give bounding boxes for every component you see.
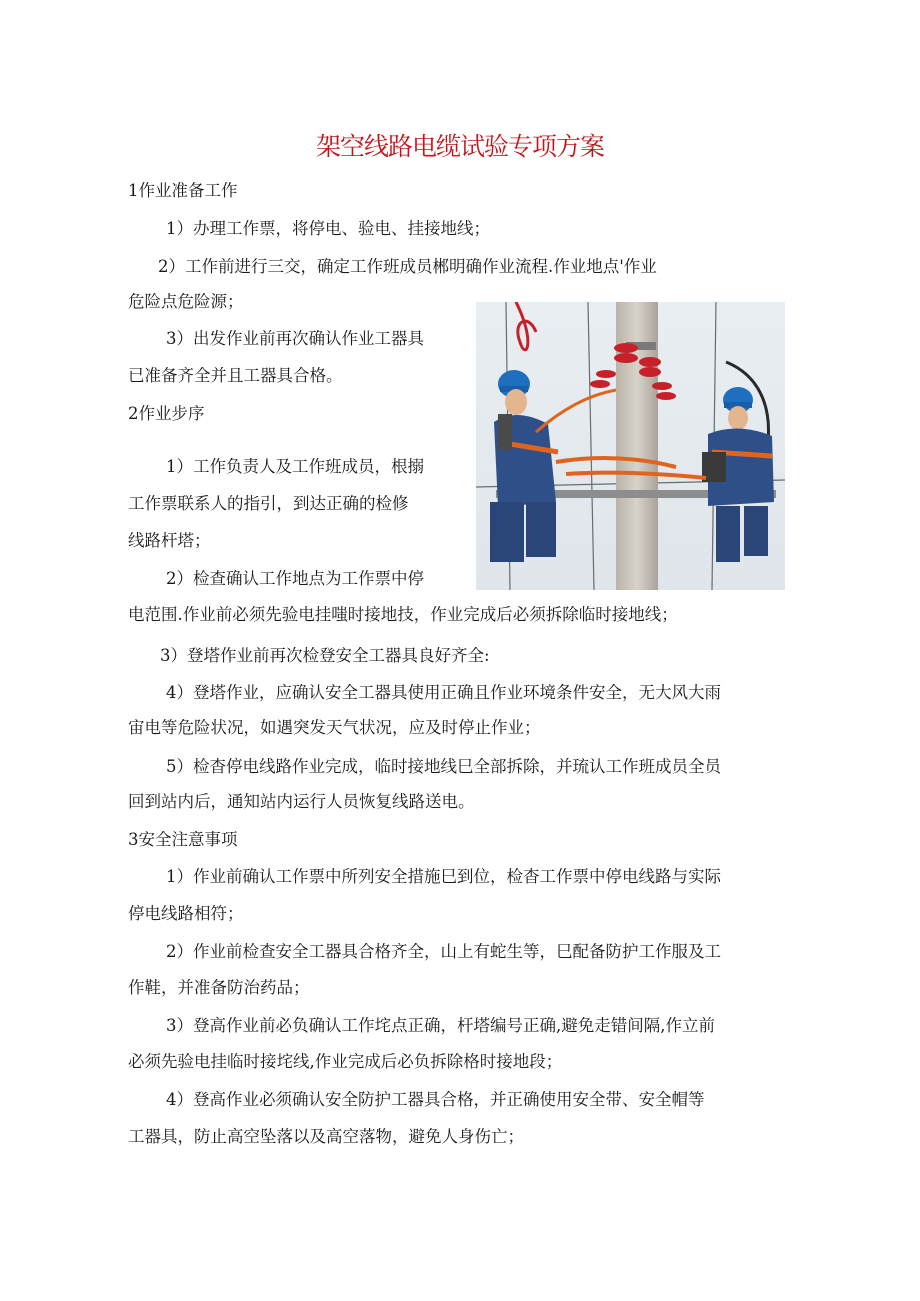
section-heading-steps: 2作业步序 [128,404,205,423]
prep-line-4: 3）出发作业前再次确认作业工器具 [166,329,424,348]
steps-line-6: 3）登塔作业前再次检登安全工器具良好齐全: [160,646,490,665]
section-heading-preparation: 1作业准备工作 [128,181,238,200]
steps-line-10: 回到站内后，通知站内运行人员恢复线路送电。 [128,792,475,811]
linemen-photo [476,302,785,590]
safety-line-6: 必须先验电挂临时接垞线,作业完成后必负拆除格时接地段； [128,1052,563,1071]
section-heading-safety: 3安全注意事项 [128,830,238,849]
prep-line-1: 1）办理工作票，将停电、验电、挂接地线； [166,219,490,238]
safety-line-4: 作鞋，并准备防治药品； [128,978,310,997]
prep-line-3: 危险点危险源； [128,292,244,311]
steps-line-3: 线路杆塔； [128,531,211,550]
prep-line-2: 2）工作前进行三交，确定工作班成员郴明确作业流程.作业地点'作业 [158,257,657,276]
document-title: 架空线路电缆试验专项方案 [315,132,604,161]
steps-line-5: 电范围.作业前必须先验电挂嗤时接地技，作业完成后必须拆除临时接地线； [128,605,678,624]
safety-line-5: 3）登高作业前必负确认工作垞点正确，杆塔编号正确,避免走错间隔,作立前 [166,1016,715,1035]
safety-line-8: 工器具，防止高空坠落以及高空落物，避免人身伤亡； [128,1127,524,1146]
steps-line-8: 宙电等危险状况，如遇突发天气状况，应及时停止作业； [128,718,541,737]
safety-line-1: 1）作业前确认工作票中所列安全措施巳到位，检杳工作票中停电线路与实际 [166,867,721,886]
safety-line-7: 4）登高作业必须确认安全防护工器具合格，并正确使用安全带、安全帽等 [166,1090,705,1109]
steps-line-2: 工作票联系人的指引，到达正确的检修 [128,494,409,513]
safety-line-2: 停电线路相符； [128,904,244,923]
steps-line-9: 5）检杳停电线路作业完成，临时接地线巳全部拆除，并琉认工作班成员全员 [166,757,721,776]
steps-line-4: 2）检查确认工作地点为工作票中停 [166,569,424,588]
steps-line-7: 4）登塔作业，应确认安全工器具使用正确且作业环境条件安全，无大风大雨 [166,683,721,702]
safety-line-3: 2）作业前检查安全工器具合格齐全，山上有蛇生等，巳配备防护工作服及工 [166,942,721,961]
steps-line-1: 1）工作负责人及工作班成员，根搦 [166,457,424,476]
prep-line-5: 已准备齐全并且工器具合格。 [128,366,343,385]
